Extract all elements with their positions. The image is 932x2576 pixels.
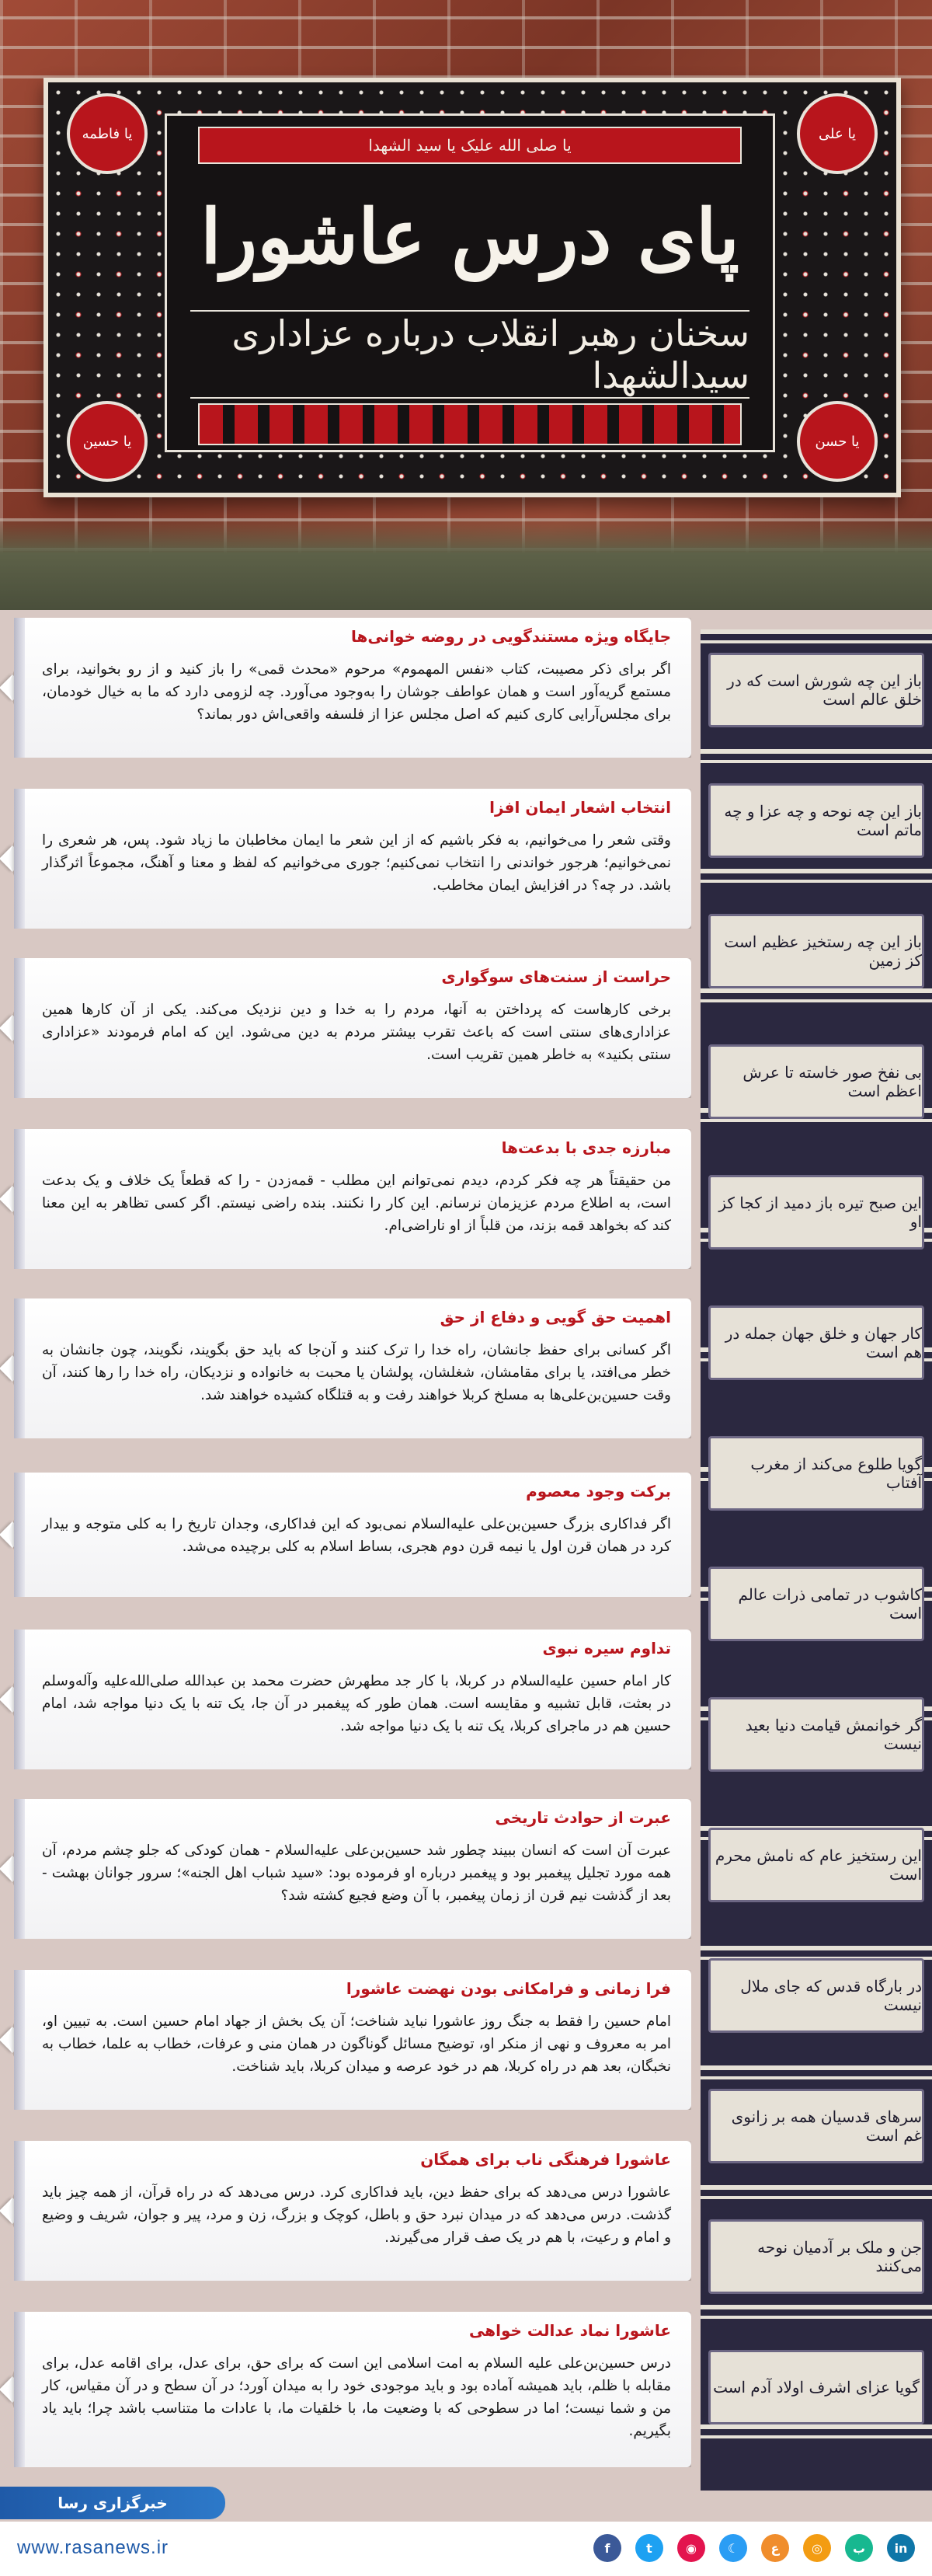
section-card [14, 1799, 691, 1939]
section-title: مبارزه جدی با بدعت‌ها [501, 1138, 671, 1157]
calligraphy-verse: بی نفخ صور خاسته تا عرش اعظم است [708, 1044, 924, 1119]
calligraphy-verse: این صبح تیره باز دمید از کجا کز او [708, 1175, 924, 1250]
section-body: امام حسین را فقط به جنگ روز عاشورا نباید شناخت؛ آن یک بخش از جهاد امام حسین است. به تبیین او، امر به معروف و نهی از منکر او، توضیح مسائل گوناگون در همان منی و عرفات، خطاب به علما، خطاب به نخبگان، بعد هم در راه کربلا، هم در خود عرصه و میدان کربلا، باید شناخت. [42, 2013, 671, 2075]
section-card [14, 789, 691, 929]
footer-bar [0, 2522, 932, 2576]
section-body: برخی کارهاست که پرداختن به آنها، مردم را به خدا و دین نزدیک می‌کند. یکی از آن کارها همین عزاداری‌های سنتی است که باعث تقرب بیشتر مردم به دین می‌شود. این که امام فرمودند «عزاداری سنتی بکنید» به خاطر همین تقریب است. [42, 1002, 671, 1063]
section-body: اگر کسانی برای حفظ جانشان، راه خدا را ترک کنند و آن‌جا که باید حق بگویند، نگویند، چون جانشان به خطر می‌افتد، یا برای مقامشان، شغلشان، پولشان یا محبت به خانواده و نزدیکان، راه خدا را رها کنند، آن وقت حسین‌بن‌علی‌ها به مسلخ کربلا خواهند رفت و به قتلگاه کشیده خواهند شد. [42, 1342, 671, 1403]
calligraphy-verse: باز این چه نوحه و چه عزا و چه ماتم است [708, 783, 924, 858]
section-body: درس حسین‌بن‌علی علیه السلام به امت اسلامی این است که برای حق، برای عدل، برای اقامه عدل، برای مقابله با ظلم، باید همیشه آماده بود و باید موجودی خود را به میدان آورد؛ در آن سطح و در آن مقیاس، کار من و شما نیست؛ اما در سطوحی که با وضعیت ما، با خلقیات ما، با عادات ما متناسب باشد چرا؛ باید یاد بگیریم. [42, 2355, 671, 2439]
section-body: عاشورا درس می‌دهد که برای حفظ دین، باید فداکاری کرد. درس می‌دهد که در راه قرآن، از همه چیز باید گذشت. درس می‌دهد که در میدان نبرد حق و باطل، کوچک و بزرگ، زن و مرد، پیر و جوان، شریف و وضیع و امام و رعیت، با هم در یک صف قرار می‌گیرند. [42, 2184, 671, 2246]
social-icons [593, 2534, 915, 2562]
section-body: اگر فداکاری بزرگ حسین‌بن‌علی علیه‌السلام نمی‌بود که این فداکاری، وجدان تاریخ را به کلی متوجه و بیدار کرد در همان قرن اول یا نیمه قرن دوم هجری، بساط اسلام به کلی برچیده می‌شد. [42, 1516, 671, 1555]
section-title: تداوم سیره نبوی [542, 1639, 671, 1657]
site-url-link[interactable]: www.rasanews.ir [17, 2537, 169, 2558]
banner-ornament-strip [198, 403, 742, 445]
section-card [14, 1129, 691, 1269]
section-card [14, 2141, 691, 2281]
bale-icon[interactable]: ب [845, 2534, 873, 2562]
calligraphy-verse: گویا طلوع می‌کند از مغرب آفتاب [708, 1436, 924, 1511]
section-title: برکت وجود معصوم [526, 1482, 671, 1501]
calligraphy-verse: کار جهان و خلق جهان جمله در هم است [708, 1305, 924, 1380]
section-card [14, 1298, 691, 1438]
calligraphy-verse: کاشوب در تمامی ذرات عالم است [708, 1567, 924, 1641]
section-title: فرا زمانی و فرامکانی بودن نهضت عاشورا [346, 1979, 671, 1998]
section-body: اگر برای ذکر مصیبت، کتاب «نفس المهموم» مرحوم «محدث قمی» را باز کنید و از رو بخوانید، برای مستمع گریه‌آور است و همان عواطف جوشان را به‌وجود می‌آورد. چه لزومی دارد که ما به خیال خودمان، برای مجلس‌آرایی کاری کنیم که اصل مجلس عزا از فلسفه واقعی‌اش دور بماند؟ [42, 661, 671, 723]
section-title: عاشورا نماد عدالت خواهی [469, 2321, 671, 2340]
section-title: انتخاب اشعار ایمان افزا [489, 798, 671, 817]
section-card [14, 2312, 691, 2467]
section-card [14, 1473, 691, 1597]
medallion-bottom-right: یا حسن [797, 401, 878, 482]
section-card [14, 1630, 691, 1769]
section-title: اهمیت حق گویی و دفاع از حق [440, 1308, 671, 1326]
calligraphy-verse: باز این چه رستخیز عظیم است کز زمین [708, 914, 924, 988]
section-card [14, 1970, 691, 2110]
section-body: کار امام حسین علیه‌السلام در کربلا، با کار جد مطهرش حضرت محمد بن عبدالله صلی‌الله‌علیه وآله‌وسلم در بعثت، قابل تشبیه و مقایسه است. همان طور که پیغمبر در آن جا، یک تنه با یک دنیا مواجه شد، امام حسین هم در ماجرای کربلا، یک تنه با یک دنیا مواجه شد. [42, 1673, 671, 1734]
eitaa-icon[interactable]: ع [761, 2534, 789, 2562]
section-card [14, 958, 691, 1098]
agency-brand-label: خبرگزاری رسا [0, 2487, 225, 2519]
section-body: وقتی شعر را می‌خوانیم، به فکر باشیم که از این شعر ما ایمان مخاطبان ما زیاد شود. پس، هر شعری را نمی‌خوانیم؛ هرجور خواندنی را انتخاب نمی‌کنیم؛ جوری می‌خوانیم که لفظ و معنا و آهنگ، مجموعاً اثرگذار باشد. در چه؟ در افزایش ایمان مخاطب. [42, 832, 671, 894]
section-title: عاشورا فرهنگی ناب برای همگان [420, 2150, 671, 2169]
twitter-icon[interactable]: t [635, 2534, 663, 2562]
section-card [14, 618, 691, 758]
section-body: عبرت آن است که انسان ببیند چطور شد حسین‌بن‌علی علیه‌السلام - همان کودکی که جلو چشم مردم، آن همه مورد تجلیل پیغمبر بود و پیغمبر درباره او فرموده بود: «سید شباب اهل الجنه»؛ سرور جوانان بهشت - بعد از گذشت نیم قرن از زمان پیغمبر، با آن وضع فجیع کشته شد؟ [42, 1842, 671, 1904]
banner-center-panel [165, 113, 775, 452]
section-title: حراست از سنت‌های سوگواری [441, 967, 671, 986]
banner-top-inscription: یا صلی الله علیک یا سید الشهدا [198, 127, 742, 164]
calligraphy-verse: این رستخیز عام که نامش محرم است [708, 1828, 924, 1902]
hero-foreground [0, 517, 932, 610]
soroush-icon[interactable]: ☾ [719, 2534, 747, 2562]
medallion-top-left: یا فاطمه [67, 93, 148, 174]
medallion-bottom-left: یا حسین [67, 401, 148, 482]
calligraphy-verse: گویا عزای اشرف اولاد آدم است [708, 2350, 924, 2424]
calligraphy-verse: در بارگاه قدس که جای ملال نیست [708, 1958, 924, 2033]
hero-image [0, 0, 932, 610]
banner-subtitle: سخنان رهبر انقلاب درباره عزاداری سیدالشهدا [190, 310, 749, 399]
rss-icon[interactable]: ◎ [803, 2534, 831, 2562]
medallion-top-right: یا علی [797, 93, 878, 174]
facebook-icon[interactable]: f [593, 2534, 621, 2562]
banner-title: پای درس عاشورا [200, 192, 739, 281]
linkedin-icon[interactable]: in [887, 2534, 915, 2562]
ashura-banner [43, 78, 901, 497]
calligraphy-verse: جن و ملک بر آدمیان نوحه می‌کنند [708, 2219, 924, 2294]
calligraphy-strip [697, 629, 932, 2491]
content-area [0, 610, 932, 2576]
section-body: من حقیقتاً هر چه فکر کردم، دیدم نمی‌توانم این مطلب - قمه‌زدن - را که قطعاً یک خلاف و یک بدعت است، به اطلاع مردم عزیزمان نرسانم. این کار را نکنند. بنده راضی نیستم. اگر کسی تظاهر به این معنا کند که بخواهد قمه بزند، من قلباً از او ناراضی‌ام. [42, 1173, 671, 1234]
section-title: جایگاه ویژه مستندگویی در روضه خوانی‌ها [350, 627, 671, 646]
calligraphy-verse: باز این چه شورش است که در خلق عالم است [708, 653, 924, 727]
calligraphy-verse: سرهای قدسیان همه بر زانوی غم است [708, 2089, 924, 2163]
calligraphy-verse: گر خوانمش قیامت دنیا بعید نیست [708, 1697, 924, 1772]
section-title: عبرت از حوادث تاریخی [495, 1808, 671, 1827]
aparat-icon[interactable]: ◉ [677, 2534, 705, 2562]
